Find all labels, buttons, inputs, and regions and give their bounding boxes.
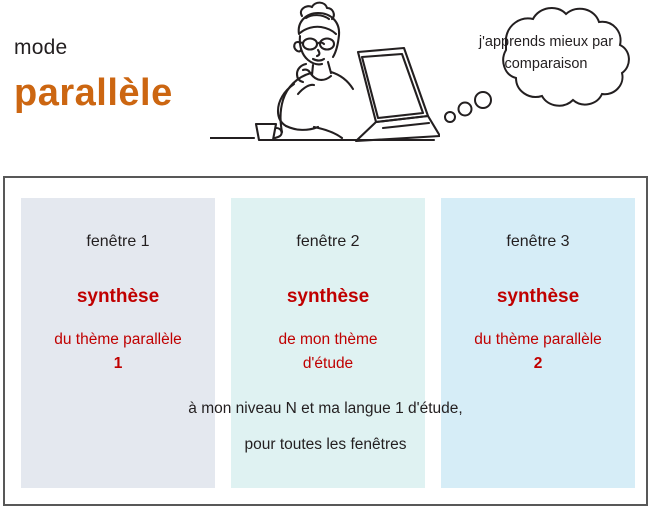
window-column-1-title: fenêtre 1 — [86, 233, 150, 250]
person-studying-illustration — [210, 0, 440, 175]
window-column-3-subtitle-line-2: 2 — [533, 355, 543, 373]
window-column-2-subtitle — [231, 328, 425, 376]
window-column-1-subtitle-line-1: du thème parallèle — [54, 331, 182, 348]
window-column-3-emphasis: synthèse — [496, 286, 580, 307]
window-column-2-subtitle-line-1: de mon thème — [278, 331, 378, 348]
panel-footer-line-1: à mon niveau N et ma langue 1 d'étude, — [188, 400, 463, 417]
window-column-2-title: fenêtre 2 — [296, 233, 360, 250]
window-column-2-subtitle-line-2: d'étude — [302, 355, 354, 373]
window-column-1-subtitle — [21, 328, 215, 376]
window-column-1-emphasis: synthèse — [76, 286, 160, 307]
parallel-mode-panel — [3, 176, 648, 506]
mode-label: mode — [14, 36, 68, 59]
window-column-2-emphasis: synthèse — [286, 286, 370, 307]
window-column-3-subtitle — [441, 328, 635, 376]
window-column-1-subtitle-line-2: 1 — [113, 355, 123, 373]
thought-bubble — [438, 2, 653, 147]
mode-title: parallèle — [14, 72, 173, 114]
window-column-3-title: fenêtre 3 — [506, 233, 570, 250]
thought-bubble-text: j'apprends mieux par comparaison — [478, 34, 614, 72]
panel-footer-line-2: pour toutes les fenêtres — [244, 436, 407, 453]
window-columns — [5, 178, 646, 504]
window-column-3-subtitle-line-1: du thème parallèle — [474, 331, 602, 348]
